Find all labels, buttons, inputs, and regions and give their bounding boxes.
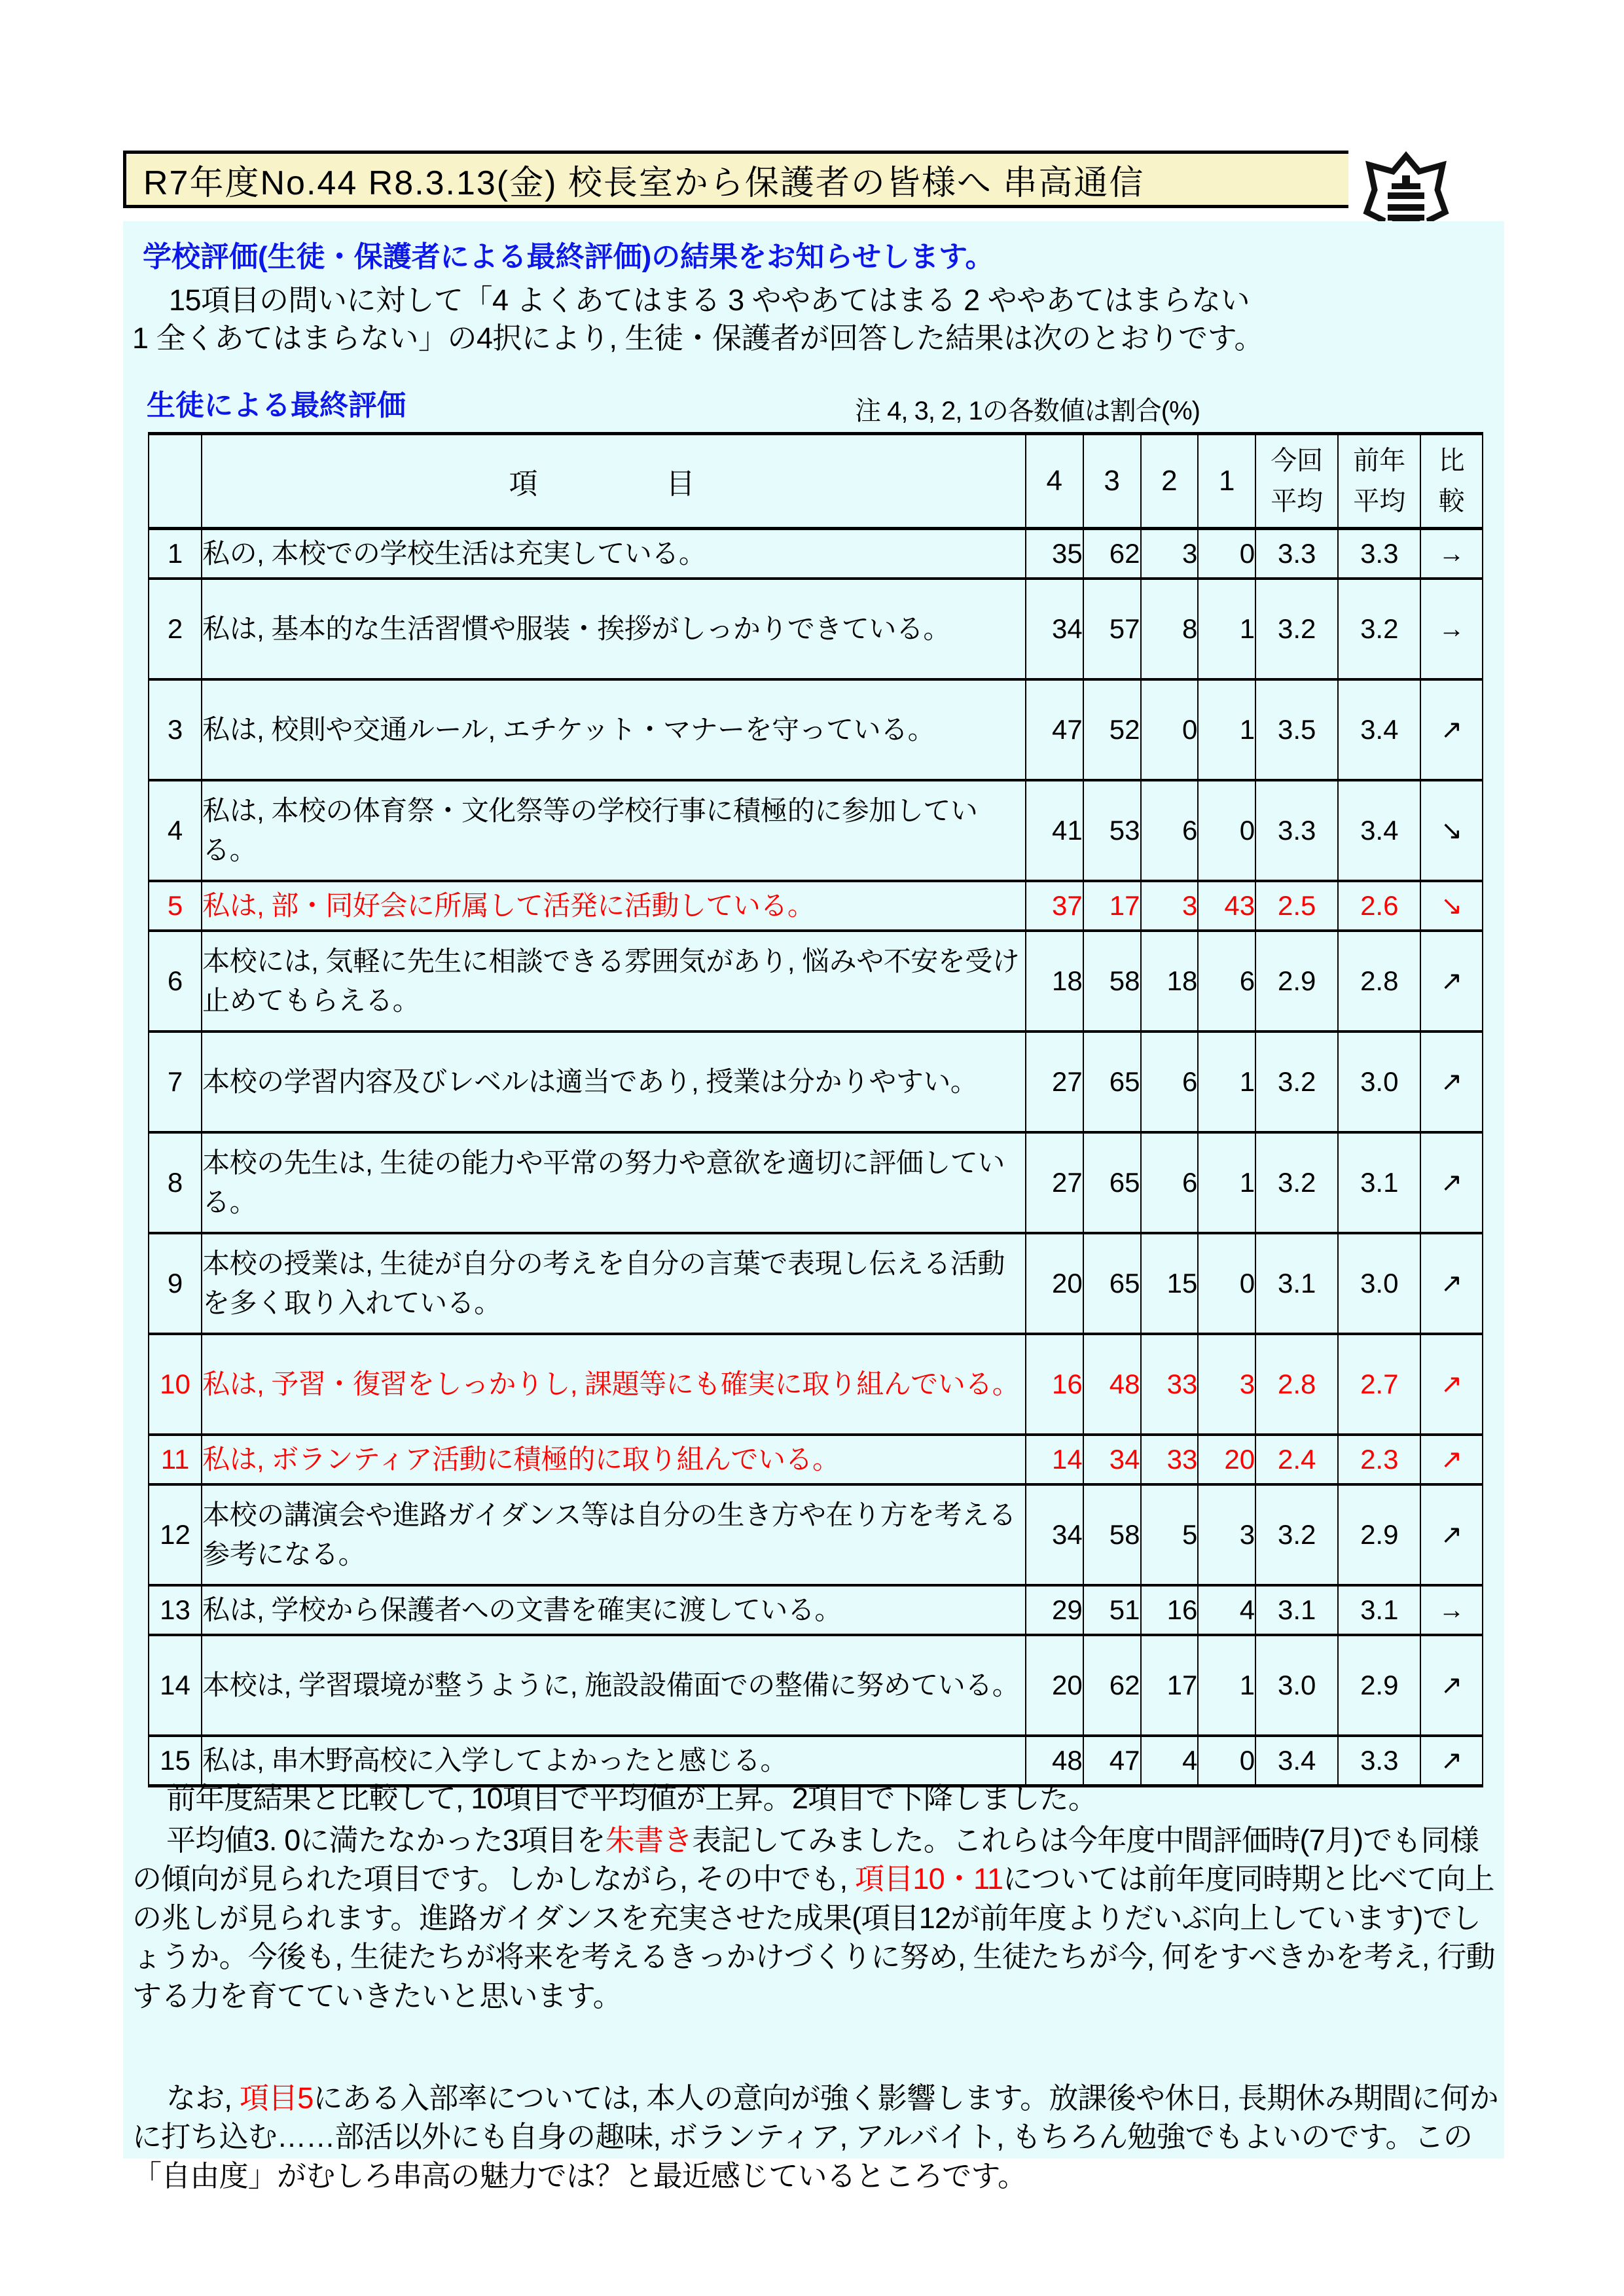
row-comparison-arrow-icon: ↗ xyxy=(1420,931,1483,1031)
footer-p3-part-a: なお, xyxy=(166,2081,240,2115)
intro-line-2: 1 全くあてはまらない」の4択により, 生徒・保護者が回答した結果は次のとおりです。 xyxy=(132,321,1263,355)
row-score-4-percent: 47 xyxy=(1026,679,1083,780)
row-score-4-percent: 34 xyxy=(1026,1484,1083,1585)
row-average-previous: 3.3 xyxy=(1338,529,1420,579)
row-average-current: 3.2 xyxy=(1255,579,1338,679)
table-row xyxy=(149,1585,1483,1635)
row-number: 2 xyxy=(149,579,202,679)
row-score-3-percent: 51 xyxy=(1083,1585,1141,1635)
row-score-4-percent: 20 xyxy=(1026,1635,1083,1736)
table-row xyxy=(149,931,1483,1031)
row-average-current: 3.3 xyxy=(1255,780,1338,881)
row-number: 13 xyxy=(149,1585,202,1635)
footer-paragraph-1 xyxy=(132,1779,1502,1818)
row-comparison-arrow-icon: ↗ xyxy=(1420,1334,1483,1435)
header-score-3: 3 xyxy=(1083,434,1141,529)
row-score-1-percent: 1 xyxy=(1198,1031,1255,1132)
row-comparison-arrow-icon: ↗ xyxy=(1420,1132,1483,1233)
table-header-row xyxy=(149,434,1483,529)
table-row xyxy=(149,1635,1483,1736)
row-score-4-percent: 34 xyxy=(1026,579,1083,679)
row-average-previous: 2.8 xyxy=(1338,931,1420,1031)
row-average-previous: 3.4 xyxy=(1338,780,1420,881)
row-number: 6 xyxy=(149,931,202,1031)
row-score-4-percent: 35 xyxy=(1026,529,1083,579)
row-score-1-percent: 20 xyxy=(1198,1435,1255,1484)
row-score-4-percent: 37 xyxy=(1026,881,1083,931)
row-score-2-percent: 17 xyxy=(1141,1635,1199,1736)
row-question-text: 私は, 基本的な生活習慣や服装・挨拶がしっかりできている。 xyxy=(202,579,1026,679)
table-row xyxy=(149,1233,1483,1334)
row-average-previous: 3.1 xyxy=(1338,1132,1420,1233)
table-row xyxy=(149,579,1483,679)
row-score-3-percent: 52 xyxy=(1083,679,1141,780)
table-row xyxy=(149,1031,1483,1132)
table-row xyxy=(149,529,1483,579)
row-score-4-percent: 41 xyxy=(1026,780,1083,881)
row-average-previous: 2.7 xyxy=(1338,1334,1420,1435)
row-average-current: 2.5 xyxy=(1255,881,1338,931)
row-comparison-arrow-icon: ↗ xyxy=(1420,1484,1483,1585)
row-question-text: 私は, 串木野高校に入学してよかったと感じる。 xyxy=(202,1736,1026,1786)
row-score-3-percent: 47 xyxy=(1083,1736,1141,1786)
row-score-2-percent: 6 xyxy=(1141,1031,1199,1132)
row-comparison-arrow-icon: ↗ xyxy=(1420,1736,1483,1786)
row-average-current: 3.1 xyxy=(1255,1233,1338,1334)
row-score-2-percent: 16 xyxy=(1141,1585,1199,1635)
row-average-current: 3.1 xyxy=(1255,1585,1338,1635)
footer-p3-part-b: にある入部率については, 本人の意向が強く影響します。放課後や休日, 長期休み期間に何かに打ち込む……部活以外にも自身の趣味, ボランティア, アルバイト, もちろん勉強でもよいのです。この「自由度」がむしろ串高の魅力では？と最近感じているところです。 xyxy=(132,2081,1498,2193)
intro-paragraph xyxy=(132,281,1500,357)
row-score-1-percent: 0 xyxy=(1198,529,1255,579)
footer-p3-highlight: 項目5 xyxy=(239,2081,314,2115)
row-question-text: 本校は, 学習環境が整うように, 施設設備面での整備に努めている。 xyxy=(202,1635,1026,1736)
row-question-text: 私は, 部・同好会に所属して活発に活動している。 xyxy=(202,881,1026,931)
row-comparison-arrow-icon: → xyxy=(1420,579,1483,679)
row-average-current: 2.8 xyxy=(1255,1334,1338,1435)
row-comparison-arrow-icon: ↗ xyxy=(1420,1233,1483,1334)
row-score-1-percent: 1 xyxy=(1198,579,1255,679)
row-average-current: 3.2 xyxy=(1255,1484,1338,1585)
row-average-current: 2.4 xyxy=(1255,1435,1338,1484)
footer-p2-highlight-2: 項目10・11 xyxy=(855,1862,1003,1896)
header-average-now-line2: 平均 xyxy=(1271,487,1324,516)
row-average-current: 2.9 xyxy=(1255,931,1338,1031)
row-score-4-percent: 29 xyxy=(1026,1585,1083,1635)
row-average-current: 3.3 xyxy=(1255,529,1338,579)
footer-p2-highlight-1: 朱書き xyxy=(605,1823,693,1857)
row-score-2-percent: 15 xyxy=(1141,1233,1199,1334)
row-average-previous: 3.3 xyxy=(1338,1736,1420,1786)
row-score-4-percent: 18 xyxy=(1026,931,1083,1031)
row-score-2-percent: 3 xyxy=(1141,881,1199,931)
intro-line-1: 15項目の問いに対して「4 よくあてはまる 3 ややあてはまる 2 ややあてはまらない xyxy=(169,283,1250,317)
row-question-text: 私は, 学校から保護者への文書を確実に渡している。 xyxy=(202,1585,1026,1635)
row-question-text: 本校の授業は, 生徒が自分の考えを自分の言葉で表現し伝える活動を多く取り入れている。 xyxy=(202,1233,1026,1334)
header-comparison xyxy=(1420,434,1483,529)
row-question-text: 私は, 校則や交通ルール, エチケット・マナーを守っている。 xyxy=(202,679,1026,780)
lead-heading: 学校評価(生徒・保護者による最終評価)の結果をお知らせします。 xyxy=(143,241,994,273)
footer-p1-text: 前年度結果と比較して, 10項目で平均値が上昇。2項目で下降しました。 xyxy=(166,1782,1098,1815)
row-score-3-percent: 58 xyxy=(1083,931,1141,1031)
newsletter-title: R7年度No.44 R8.3.13(金) 校長室から保護者の皆様へ 串高通信 xyxy=(143,164,1145,202)
header-no xyxy=(149,434,202,529)
newsletter-body xyxy=(123,221,1504,2193)
row-score-3-percent: 65 xyxy=(1083,1132,1141,1233)
row-comparison-arrow-icon: ↘ xyxy=(1420,780,1483,881)
row-number: 7 xyxy=(149,1031,202,1132)
row-score-2-percent: 33 xyxy=(1141,1435,1199,1484)
footer-paragraph-3 xyxy=(132,2079,1502,2195)
row-question-text: 本校には, 気軽に先生に相談できる雰囲気があり, 悩みや不安を受け止めてもらえる。 xyxy=(202,931,1026,1031)
row-average-previous: 3.0 xyxy=(1338,1233,1420,1334)
header-average-prev-line2: 平均 xyxy=(1353,487,1406,516)
footer-paragraph-2 xyxy=(132,1821,1502,2015)
row-score-2-percent: 6 xyxy=(1141,1132,1199,1233)
row-score-1-percent: 43 xyxy=(1198,881,1255,931)
row-number: 15 xyxy=(149,1736,202,1786)
row-number: 9 xyxy=(149,1233,202,1334)
header-comparison-line2: 較 xyxy=(1438,487,1465,516)
row-score-3-percent: 65 xyxy=(1083,1031,1141,1132)
row-average-previous: 2.9 xyxy=(1338,1635,1420,1736)
row-number: 1 xyxy=(149,529,202,579)
row-number: 14 xyxy=(149,1635,202,1736)
row-score-3-percent: 48 xyxy=(1083,1334,1141,1435)
row-score-3-percent: 65 xyxy=(1083,1233,1141,1334)
table-row xyxy=(149,1435,1483,1484)
row-score-2-percent: 0 xyxy=(1141,679,1199,780)
header-item: 項 目 xyxy=(202,434,1026,529)
row-score-1-percent: 3 xyxy=(1198,1484,1255,1585)
table-note: 注 4, 3, 2, 1の各数値は割合(%) xyxy=(855,397,1200,425)
row-average-previous: 3.0 xyxy=(1338,1031,1420,1132)
header-score-4: 4 xyxy=(1026,434,1083,529)
row-score-3-percent: 62 xyxy=(1083,529,1141,579)
row-number: 4 xyxy=(149,780,202,881)
row-score-2-percent: 33 xyxy=(1141,1334,1199,1435)
header-average-prev-line1: 前年 xyxy=(1353,446,1406,475)
footer-p2-part-b: 表記してみました。これらは今年度中間評価時(7月)でも同様の傾向が見られた項目です。しかしながら, その中でも, xyxy=(132,1823,1479,1896)
row-score-2-percent: 6 xyxy=(1141,780,1199,881)
row-comparison-arrow-icon: ↗ xyxy=(1420,1031,1483,1132)
row-average-current: 3.2 xyxy=(1255,1031,1338,1132)
row-score-2-percent: 5 xyxy=(1141,1484,1199,1585)
row-comparison-arrow-icon: → xyxy=(1420,529,1483,579)
row-comparison-arrow-icon: ↗ xyxy=(1420,1435,1483,1484)
row-score-4-percent: 14 xyxy=(1026,1435,1083,1484)
header-average-now-line1: 今回 xyxy=(1271,446,1324,475)
row-number: 8 xyxy=(149,1132,202,1233)
row-comparison-arrow-icon: ↘ xyxy=(1420,881,1483,931)
table-row xyxy=(149,1334,1483,1435)
row-number: 12 xyxy=(149,1484,202,1585)
header-average-prev xyxy=(1338,434,1420,529)
row-score-2-percent: 3 xyxy=(1141,529,1199,579)
row-score-2-percent: 8 xyxy=(1141,579,1199,679)
header-score-2: 2 xyxy=(1141,434,1199,529)
table-row xyxy=(149,1132,1483,1233)
footer-p2-part-a: 平均値3. 0に満たなかった3項目を xyxy=(166,1823,605,1857)
row-score-3-percent: 34 xyxy=(1083,1435,1141,1484)
row-average-previous: 2.6 xyxy=(1338,881,1420,931)
row-score-3-percent: 17 xyxy=(1083,881,1141,931)
row-comparison-arrow-icon: ↗ xyxy=(1420,1635,1483,1736)
row-score-4-percent: 27 xyxy=(1026,1031,1083,1132)
row-score-1-percent: 1 xyxy=(1198,1132,1255,1233)
row-score-4-percent: 16 xyxy=(1026,1334,1083,1435)
header-average-now xyxy=(1255,434,1338,529)
row-number: 11 xyxy=(149,1435,202,1484)
row-average-current: 3.2 xyxy=(1255,1132,1338,1233)
row-score-3-percent: 58 xyxy=(1083,1484,1141,1585)
newsletter-title-bar xyxy=(123,151,1393,208)
row-score-1-percent: 1 xyxy=(1198,1635,1255,1736)
row-question-text: 本校の学習内容及びレベルは適当であり, 授業は分かりやすい。 xyxy=(202,1031,1026,1132)
row-score-3-percent: 62 xyxy=(1083,1635,1141,1736)
row-score-4-percent: 20 xyxy=(1026,1233,1083,1334)
row-average-previous: 2.9 xyxy=(1338,1484,1420,1585)
table-row xyxy=(149,679,1483,780)
row-question-text: 私は, 本校の体育祭・文化祭等の学校行事に積極的に参加している。 xyxy=(202,780,1026,881)
row-question-text: 本校の講演会や進路ガイダンス等は自分の生き方や在り方を考える参考になる。 xyxy=(202,1484,1026,1585)
row-score-1-percent: 3 xyxy=(1198,1334,1255,1435)
row-average-previous: 3.2 xyxy=(1338,579,1420,679)
row-question-text: 私は, 予習・復習をしっかりし, 課題等にも確実に取り組んでいる。 xyxy=(202,1334,1026,1435)
row-question-text: 私の, 本校での学校生活は充実している。 xyxy=(202,529,1026,579)
row-score-3-percent: 53 xyxy=(1083,780,1141,881)
row-score-2-percent: 18 xyxy=(1141,931,1199,1031)
section-heading-students: 生徒による最終評価 xyxy=(147,389,406,422)
row-average-previous: 2.3 xyxy=(1338,1435,1420,1484)
row-number: 5 xyxy=(149,881,202,931)
header-score-1: 1 xyxy=(1198,434,1255,529)
row-score-1-percent: 6 xyxy=(1198,931,1255,1031)
row-score-4-percent: 27 xyxy=(1026,1132,1083,1233)
table-body xyxy=(149,529,1483,1786)
row-average-previous: 3.4 xyxy=(1338,679,1420,780)
row-score-1-percent: 0 xyxy=(1198,1736,1255,1786)
footer-p2-part-c: については前年度同時期と比べて向上の兆しが見られます。進路ガイダンスを充実させた成果(項目12が前年度よりだいぶ向上しています)でしょうか。今後も, 生徒たちが将来を考えるきっかけづくりに努め, 生徒たちが今, 何をすべきかを考え, 行動する力を育てていきたいと思います。 xyxy=(132,1862,1495,2013)
table-row xyxy=(149,1484,1483,1585)
table-row xyxy=(149,881,1483,931)
header-comparison-line1: 比 xyxy=(1438,446,1465,475)
student-evaluation-table xyxy=(148,432,1483,1787)
row-score-1-percent: 0 xyxy=(1198,1233,1255,1334)
row-average-current: 3.5 xyxy=(1255,679,1338,780)
row-question-text: 私は, ボランティア活動に積極的に取り組んでいる。 xyxy=(202,1435,1026,1484)
row-number: 10 xyxy=(149,1334,202,1435)
row-average-current: 3.4 xyxy=(1255,1736,1338,1786)
row-comparison-arrow-icon: ↗ xyxy=(1420,679,1483,780)
row-number: 3 xyxy=(149,679,202,780)
row-score-4-percent: 48 xyxy=(1026,1736,1083,1786)
row-score-1-percent: 1 xyxy=(1198,679,1255,780)
row-score-1-percent: 4 xyxy=(1198,1585,1255,1635)
table-row xyxy=(149,780,1483,881)
row-average-previous: 3.1 xyxy=(1338,1585,1420,1635)
row-score-1-percent: 0 xyxy=(1198,780,1255,881)
row-average-current: 3.0 xyxy=(1255,1635,1338,1736)
row-comparison-arrow-icon: → xyxy=(1420,1585,1483,1635)
row-score-3-percent: 57 xyxy=(1083,579,1141,679)
row-score-2-percent: 4 xyxy=(1141,1736,1199,1786)
row-question-text: 本校の先生は, 生徒の能力や平常の努力や意欲を適切に評価している。 xyxy=(202,1132,1026,1233)
